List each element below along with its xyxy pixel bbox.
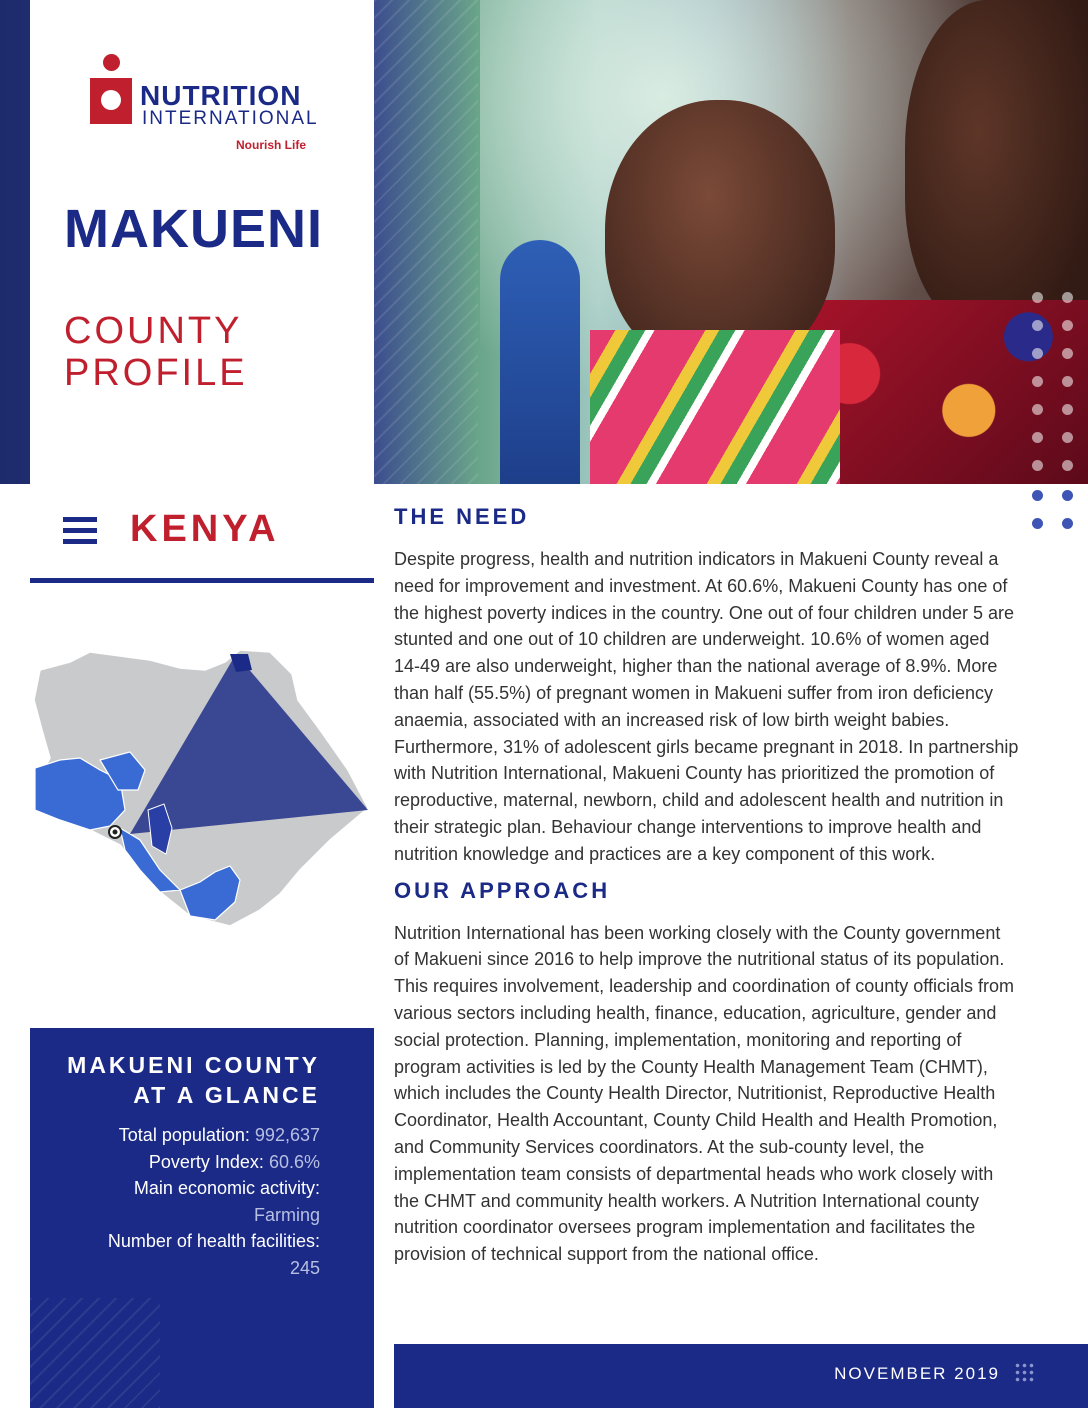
approach-heading: OUR APPROACH bbox=[394, 877, 611, 903]
need-heading: THE NEED bbox=[394, 504, 530, 529]
country-label: KENYA bbox=[130, 508, 280, 550]
menu-icon bbox=[63, 517, 97, 545]
photo-baby-wrap bbox=[590, 330, 840, 484]
photo-mother bbox=[905, 0, 1088, 330]
county-at-a-glance bbox=[30, 1028, 374, 1408]
approach-body: Nutrition International has been working closely with the County government of Makueni since 2016 to help improve the nutritional status of its population. This requires involvement, leadership and coordination of county officials from various sectors including health, finance, education, agriculture, gender and social protection. Planning, implementation, monitoring and reporting of program activities is led by the County Health Management Team (CHMT), which includes the County Health Director, Nutritionist, Reproductive Health Coordinator, Health Accountant, County Child Health and Health Promotion, and Community Services coordinators. At the sub-county level, the implementation team consists of departmental heads who work closely with the CHMT and community health workers. A Nutrition International county nutrition coordinator oversees program implementation and facilitates the provision of technical support from the national office. bbox=[394, 922, 1014, 1265]
photo-background-person bbox=[500, 240, 580, 484]
stat-economic-label: Main economic activity: bbox=[133, 1178, 320, 1198]
title-card-underline bbox=[30, 578, 374, 583]
stat-poverty-value: 60.6% bbox=[268, 1151, 320, 1172]
profile-subtitle-line1: COUNTY bbox=[64, 310, 243, 352]
logo-wordmark-line2: INTERNATIONAL bbox=[142, 108, 319, 129]
decorative-dots bbox=[1028, 288, 1088, 538]
publication-date: NOVEMBER 2019 bbox=[834, 1364, 1000, 1383]
stat-facilities-label: Number of health facilities: bbox=[107, 1231, 320, 1251]
stat-economic-value: Farming bbox=[253, 1204, 320, 1225]
county-title: MAKUENI bbox=[64, 199, 323, 259]
main-content bbox=[394, 504, 1020, 1268]
stat-population-label: Total population: bbox=[118, 1125, 250, 1145]
footer-bar bbox=[394, 1344, 1088, 1408]
stat-population-value: 992,637 bbox=[254, 1125, 320, 1145]
glance-heading-line2: AT A GLANCE bbox=[133, 1082, 320, 1108]
logo-tagline: Nourish Life bbox=[236, 138, 307, 152]
decorative-stripes bbox=[374, 0, 478, 484]
glance-stats bbox=[30, 1122, 320, 1281]
logo-mark-dot bbox=[103, 54, 120, 71]
nutrition-international-logo bbox=[90, 54, 330, 154]
profile-subtitle-line2: PROFILE bbox=[64, 352, 248, 394]
stat-poverty-label: Poverty Index: bbox=[148, 1151, 264, 1172]
kenya-county-map bbox=[30, 640, 374, 930]
glance-heading bbox=[30, 1050, 320, 1110]
footer-dots-icon bbox=[1014, 1362, 1034, 1384]
stat-poverty bbox=[30, 1149, 320, 1176]
logo-mark bbox=[90, 78, 132, 124]
logo-wordmark-line1: NUTRITION bbox=[140, 80, 302, 111]
need-body: Despite progress, health and nutrition indicators in Makueni County reveal a need for improvement and investment. At 60.6%, Makueni County has one of the highest poverty indices in the country. One out of four children under 5 are stunted and one out of 10 children are underweight. 10.6% of women aged 14-49 are also underweight, higher than the national average of 8.9%. More than half (55.5%) of pregnant women in Makueni suffer from iron deficiency anaemia, associated with an increased risk of low birth weight babies. Furthermore, 31% of adolescent girls became pregnant in 2018. In partnership with Nutrition International, Makueni County has prioritized the promotion of reproductive, maternal, newborn, child and adolescent health and nutrition in their strategic plan. Behaviour change interventions to improve health and nutrition knowledge and practices are a key component of this work. bbox=[394, 549, 1019, 864]
glance-heading-line1: MAKUENI COUNTY bbox=[67, 1052, 320, 1078]
stat-population bbox=[30, 1122, 320, 1149]
map-nairobi-marker bbox=[109, 826, 121, 838]
stat-facilities-value: 245 bbox=[289, 1257, 320, 1278]
